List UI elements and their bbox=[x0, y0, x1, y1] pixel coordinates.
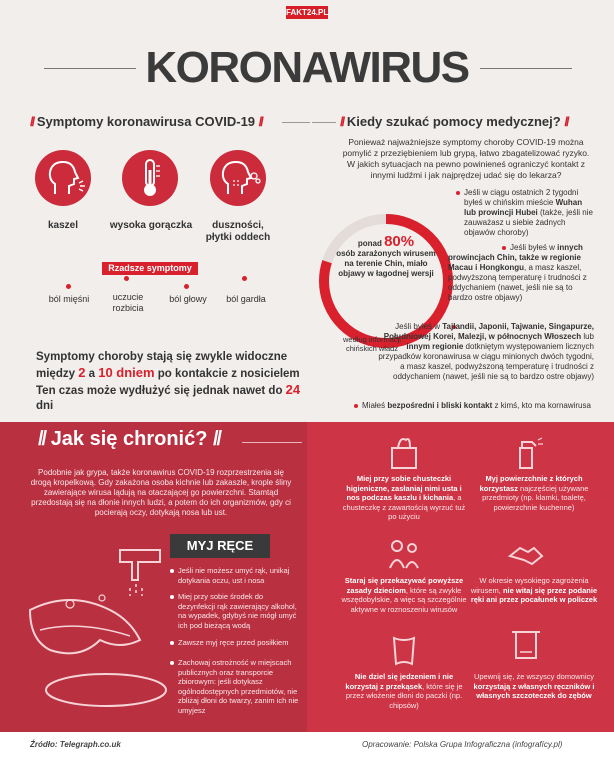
hand-washing-illustration bbox=[10, 540, 170, 720]
rare-dot bbox=[66, 284, 71, 289]
incubation-note: Symptomy choroby stają się zwykle widoczne między 2 a 10 dniem po kontakcie z nosicielem Ten czas może wydłużyć się jednak nawet do 24 dni bbox=[36, 351, 301, 412]
tip-towels: Upewnij się, że wszyscy domownicy korzystają z własnych ręczników i własnych szczoteczek do zębów bbox=[473, 672, 595, 700]
rare-dot bbox=[184, 284, 189, 289]
rare-symptom: ból głowy bbox=[169, 294, 207, 304]
help-heading-rule bbox=[312, 122, 336, 123]
chips-bag-icon bbox=[384, 630, 424, 670]
wash-dot bbox=[170, 595, 174, 599]
bullet-dot bbox=[354, 404, 358, 408]
rare-symptoms-title: Rzadsze symptomy bbox=[102, 262, 198, 275]
wash-item: Jeśli nie możesz umyć rąk, unikaj dotykania oczu, ust i nosa bbox=[178, 566, 290, 585]
help-bullet-2: Jeśli byłeś w innych prowincjach Chin, także w regionie Macau i Hongkongu, a masz kaszel, podwyższoną temperaturę i trudności z oddychaniem (nawet, jeśli nie są to bardzo ostre objawy) bbox=[448, 243, 587, 302]
protection-heading: // Jak się chronić? // bbox=[38, 428, 221, 450]
footer bbox=[0, 732, 614, 768]
rare-symptom: uczucie rozbicia bbox=[112, 292, 144, 313]
protection-heading-rule bbox=[242, 442, 302, 443]
tip-tissues: Miej przy sobie chusteczki higieniczne, zasłaniaj nimi usta i nos podczas kaszlu i kichania, a chusteczkę z zawartością wyrzuć tuż po użyciu bbox=[342, 474, 466, 521]
breathing-head-icon bbox=[210, 150, 266, 206]
help-bullet-4: Miałeś bezpośredni i bliski kontakt z kimś, kto ma kornawirusa bbox=[362, 401, 591, 410]
help-bullet-3: Jeśli byłeś w Tajlandii, Japonii, Tajwanie, Singapurze, Południowej Korei, Malezji, w północnych Włoszech lub innym regionie dotkniętym występowaniem licznych przypadków koronawirusa w ciągu minionych dwóch tygodni, a masz kaszel, podwyższoną temperaturę i trudności z oddychaniem (nawet, jeśli nie są to bardzo ostre objawy) bbox=[378, 322, 594, 381]
wash-dot bbox=[170, 641, 174, 645]
tip-greeting: W okresie wysokiego zagrożenia wirusem, nie witaj się przez podanie ręki ani przez pocałunek w policzek bbox=[470, 576, 598, 604]
spray-bottle-icon bbox=[506, 432, 546, 472]
help-bullet-1: Jeśli w ciągu ostatnich 2 tygodni byłeś w chińskim mieście Wuhan lub prowincji Hubei (także, jeśli nie zauważasz u siebie żadnych objawów choroby) bbox=[464, 188, 593, 237]
symptom-label: duszności, płytki oddech bbox=[205, 220, 271, 243]
symptoms-heading-rule bbox=[282, 122, 310, 123]
rare-dot bbox=[124, 276, 129, 281]
bullet-dot bbox=[456, 191, 460, 195]
wash-hands-title: MYJ RĘCE bbox=[170, 534, 270, 558]
coughing-head-icon bbox=[35, 150, 91, 206]
children-icon bbox=[384, 534, 424, 574]
tip-food: Nie dziel się jedzeniem i nie korzystaj z przekąsek, które się je przez włożenie dłoni do paczki (np. chipsów) bbox=[345, 672, 463, 710]
wash-dot bbox=[170, 661, 174, 665]
symptom-label: wysoka gorączka bbox=[109, 220, 193, 231]
tip-surfaces: Myj powierzchnie z których korzystasz najczęściej używane przedmioty (np. klamki, toaletę, powierzchnie kuchenne) bbox=[479, 474, 589, 512]
donut-label: ponad 80% osób zarażonych wirusem na terenie Chin, miało objawy w łagodnej wersji bbox=[336, 233, 436, 278]
footer-credit: Opracowanie: Polska Grupa Infograficzna (infografícy.pl) bbox=[362, 740, 563, 749]
wash-item: Zachowaj ostrożność w miejscach publicznych oraz transporcie zbiorowym: jeśli dotykasz ogólnodostępnych przedmiotów, nie zbliżaj dłoni do twarzy, zanim ich nie umyjesz bbox=[178, 658, 299, 715]
wash-item: Zawsze myj ręce przed posiłkiem bbox=[178, 638, 289, 647]
tip-children: Staraj się przekazywać powyższe zasady dzieciom, które są zwykle wszędobylskie, a więc są szczególnie aktywne w roznoszeniu wirusów bbox=[341, 576, 467, 614]
handshake-icon bbox=[506, 534, 546, 574]
thermometer-icon bbox=[122, 150, 178, 206]
wash-dot bbox=[170, 569, 174, 573]
footer-source: Źródło: Telegraph.co.uk bbox=[30, 740, 121, 749]
help-heading: // Kiedy szukać pomocy medycznej? // bbox=[340, 114, 568, 129]
page-title: KORONAWIRUS bbox=[145, 43, 469, 92]
source-note: według informacji chińskich władz bbox=[343, 335, 401, 353]
protection-intro: Podobnie jak grypa, także koronawirus COVID-19 rozprzestrzenia się drogą kropelkową. Gdy zakażona osoba kichnie lub zakaszle, krople śliny zawierające wirusa lądują na otaczającej go powierzchni. Stamtąd przedostają się na dłonie innych ludzi, a potem do ich organizmów, gdy ci pocierają oczy, dotykają nosa lub ust. bbox=[30, 468, 292, 517]
symptom-label: kaszel bbox=[47, 220, 79, 231]
help-intro: Ponieważ najważniejsze symptomy choroby COVID-19 można pomylić z przeziębieniem lub grypą, łatwo zbagatelizować ryzyko. W jakich sytuacjach na pewno powinieneś ograniczyć kontakt z innymi ludźmi i jak najprędzej udać się do lekarza? bbox=[342, 137, 590, 180]
brand-logo[interactable]: FAKT24.PL bbox=[286, 8, 329, 17]
tissue-box-icon bbox=[384, 432, 424, 472]
wash-item: Miej przy sobie środek do dezynfekcji rąk zawierający alkohol, na wypadek, gdybyś nie mógł umyć ich pod bieżącą wodą bbox=[178, 592, 297, 630]
rare-dot bbox=[242, 276, 247, 281]
rare-symptom: ból mięśni bbox=[48, 294, 90, 304]
rare-symptom: ból gardła bbox=[226, 294, 266, 304]
towel-icon bbox=[506, 624, 546, 664]
symptoms-heading: // Symptomy koronawirusa COVID-19 // bbox=[30, 114, 262, 129]
